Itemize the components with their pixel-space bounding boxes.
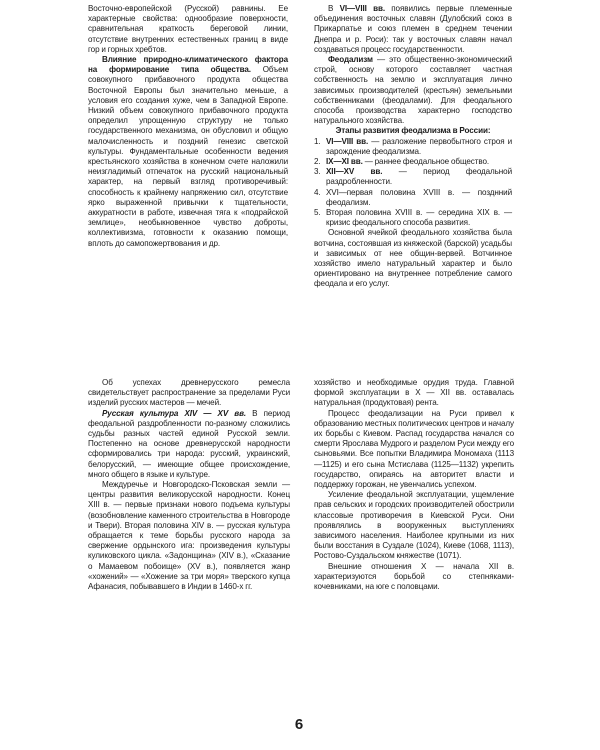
stage-number: 5. xyxy=(314,208,321,218)
stage-description: — период феодальной раздробленности. xyxy=(326,167,512,187)
stage-item xyxy=(314,137,512,157)
paragraph-body: Объем совокупного прибавочного продукта общества Восточной Европы был значительно меньше, а условия его создания хуже, чем в Западной Европе. Низкий объем совокупного прибавочного продукта определил упрощенную структуру не только государственного механизма, он обусловил и общую малочисленность и поздний генезис светской культуры. Фундаментальные особенности ведения крестьянского хозяйства в конечном счете наложили неизгладимый отпечаток на русский национальный характер, на первый взгляд противоречивый: способность к крайнему напряжению сил, отсутствие ярко выраженной привычки к тщательности, аккуратности в работе, извечная тяга к «подрайской землице», необыкновенное чувство доброты, коллективизма, готовности к оказанию помощи, вплоть до самопожертвования и др. xyxy=(88,65,288,248)
stage-period: VI—VIII вв. xyxy=(326,136,369,146)
stage-text xyxy=(326,188,512,208)
paragraph: Основной ячейкой феодального хозяйства была вотчина, состоявшая из княжеской (барской) усадьбы и зависимых от нее общин-вервей. Вотчинное хозяйство имело натуральный характер и было ориентировано на внутреннее потребление самого феодала и его услуг. xyxy=(314,228,512,289)
stage-item xyxy=(314,208,512,228)
page-number: 6 xyxy=(294,716,304,733)
text-prefix: В xyxy=(328,4,340,13)
paragraph: Восточно-европейской (Русской) равнины. Ее характерные свойства: однообразие поверхности, сравнительная краткость береговой линии, отсутствие внутренних естественных границ в виде гор и горных хребтов. xyxy=(88,4,288,54)
stage-number: 4. xyxy=(314,187,321,197)
paragraph xyxy=(88,409,290,480)
stage-description: —первая половина XVIII в. — позднний феодализм. xyxy=(326,187,512,207)
stage-period: XII—XV вв. xyxy=(326,167,383,177)
stage-item xyxy=(314,157,512,167)
paragraph: хозяйство и необходимые орудия труда. Главной формой эксплуатации в X — XII вв. оставалась натуральная (продуктовая) рента. xyxy=(314,378,514,408)
paragraph-body: появились первые племенные объединения восточных славян (Дулобский союз в Прикарпатье и союз племен в среднем течении Днепра и р. Роси): так у восточных славян начал создаваться процесс государственности. xyxy=(314,4,512,54)
paragraph: Об успехах древнерусского ремесла свидетельствует распространение за пределами Руси изделий русских мастеров — мечей. xyxy=(88,378,290,408)
stage-description: — середина XIX в. — кризис феодального способа развития. xyxy=(326,208,512,228)
paragraph: Междуречье и Новгородско-Псковская земли — центры развития великорусской народности. Конец XIII в. — первые признаки нового подъема культуры (возобновление каменного строительства в Новгороде и Твери). Вторая половина XIV в. — русская культура обращается к теме борьбы русского народа за свержение ордынского ига: произведения культуры куликовского цикла. «Задонщина» (XIV в.), «Сказание о Мамаевом побоище» (XV в.), появляется жанр «хожений» — «Хожение за три моря» тверского купца Афанасия, побывавшего в Индии в 1460-х гг. xyxy=(88,480,290,592)
paragraph xyxy=(314,55,512,126)
column-bottom-left xyxy=(88,378,290,592)
stage-period: Вторая половина XVIII в. xyxy=(326,208,423,218)
stage-number: 1. xyxy=(314,136,321,146)
stage-description: — раннее феодальное общество. xyxy=(362,157,490,167)
stage-text xyxy=(326,137,512,157)
heading-inline: Влияние природно-климатического фактора на формирование типа общества. xyxy=(88,55,288,75)
stage-text xyxy=(326,167,512,187)
stage-description: — разложение первобытного строя и зарождение феодализма. xyxy=(326,136,512,156)
stages-title: Этапы развития феодализма в России: xyxy=(335,126,491,136)
paragraph xyxy=(88,55,288,249)
stage-item xyxy=(314,188,512,208)
paragraph: Усиление феодальной эксплуатации, ущемление прав сельских и городских производителей обострили классовые противоречия в Киевской Руси. Они проявлялись в вооруженных выступлениях зависимого населения. Наиболее крупными из них были восстания в Суздале (1024), Киеве (1068, 1113), Ростово-Суздальском княжестве (1071). xyxy=(314,490,514,561)
stage-number: 2. xyxy=(314,157,321,167)
heading-inline: Русская культура XIV — XV вв. xyxy=(102,408,247,418)
term-label: Феодализм xyxy=(328,55,373,65)
paragraph-body: — это общественно-экономический строй, основу которого составляет частная собственность на землю и эксплуатация лично зависимых производителей (крестьян) земельными собственниками (феодалами). Для феодального способа производства характерно господство натурального хозяйства. xyxy=(314,55,512,126)
stage-period: XVI xyxy=(326,187,339,197)
stage-period: IX—XI вв. xyxy=(326,157,363,167)
paragraph: Процесс феодализации на Руси привел к образованию местных политических центров и началу их борьбы с Киевом. Распад государства начался со смерти Ярослава Мудрого и разделом Руси между его сыновьями. Все попытки Владимира Мономаха (1113—1125) и его сына Мстислава (1125—1132) укрепить государство, опираясь на авторитет власти и поддержку горожан, не увенчались успехом. xyxy=(314,408,514,490)
column-bottom-right xyxy=(314,378,514,592)
paragraph-body: В период феодальной раздробленности по-разному сложились судьбы разных частей единой Русской земли. Постепенно на основе древнерусской народности сформировались три народа: русский, украинский, белорусский, — имеющие общее происхождение, много общего в языке и культуре. xyxy=(88,408,290,479)
stage-text xyxy=(326,208,512,228)
period-label: VI—VIII вв. xyxy=(339,4,385,13)
column-top-left xyxy=(88,4,288,249)
paragraph xyxy=(314,4,512,55)
stage-item xyxy=(314,167,512,187)
stage-number: 3. xyxy=(314,167,321,177)
column-top-right xyxy=(314,4,512,290)
paragraph: Внешние отношения X — начала XII в. характеризуются борьбой со степняками-кочевниками, на юге с половцами. xyxy=(314,561,514,592)
stage-text xyxy=(326,157,512,167)
